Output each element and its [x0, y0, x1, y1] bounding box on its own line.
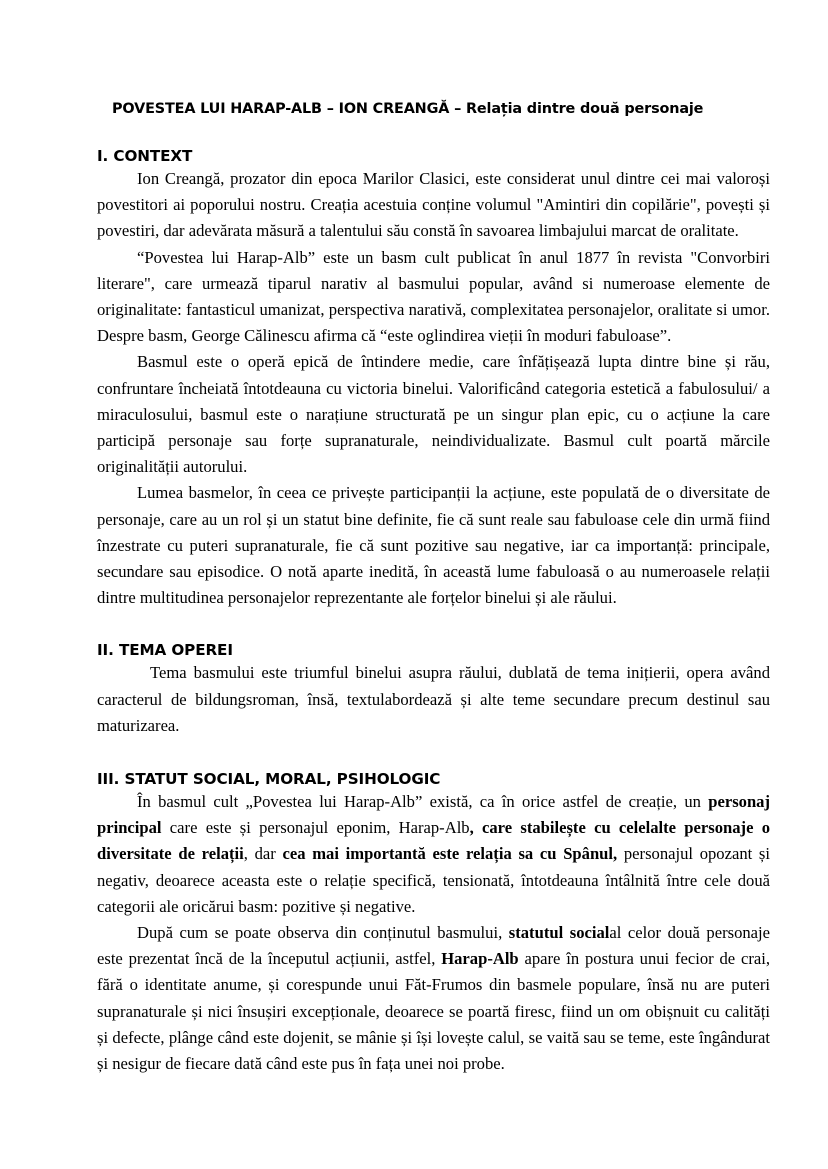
section-heading-tema: II. TEMA OPEREI	[97, 641, 233, 660]
paragraph-statut-1	[97, 789, 770, 920]
text-run-bold: cea mai importantă este relația sa cu Spânul,	[282, 844, 618, 864]
text-run: al celor două personaje este prezentat încă de la începutul acțiunii, astfel,	[97, 923, 771, 969]
text-run: apare în postura unui fecior de crai, fără o identitate anume, și corespunde unui Făt-Frumos din basmele populare, însă nu are puteri supranaturale și nici însușiri excepționale, deoarece se poartă firesc, fiind un om obișnuit cu calități și defecte, plânge când este dojenit, se mânie și își lovește calul, se vaită sau se teme, este îngândurat și nesigur de fiecare dată când este pus în fața unei noi probe.	[97, 949, 770, 1074]
text-run-bold: personaj principal	[97, 792, 770, 838]
paragraph-context-2: “Povestea lui Harap-Alb” este un basm cult publicat în anul 1877 în revista "Convorbiri literare", care urmează tiparul narativ al basmului popular, având si numeroase elemente de originalitate: fantasticul umanizat, perspectiva narativă, complexitatea personajelor, oralitate si umor. Despre basm, George Călinescu afirma că “este oglindirea vieții în moduri fabuloase”.	[97, 247, 770, 346]
text-run-bold: statutul social	[508, 923, 610, 943]
text-run: care este și personajul eponim, Harap-Alb	[161, 818, 470, 838]
paragraph-statut-2	[97, 920, 770, 1077]
paragraph-context-3: Basmul este o operă epică de întindere medie, care înfățișează lupta dintre bine și rău, confruntare încheiată întotdeauna cu victoria binelui. Valorificând categoria estetică a fabulosului/ a miraculosului, basmul este o narațiune structurată pe un singur plan epic, cu o acțiune la care participă personaje sau forțe supranaturale, neindividualizate. Basmul cult poartă mărcile originalității autorului.	[97, 352, 770, 477]
document-body	[97, 100, 770, 1077]
text-run: personajul opozant și negativ, deoarece aceasta este o relație specifică, tensionată, întotdeauna întâlnită între cele două categorii ale oricărui basm: pozitive și negative.	[97, 844, 770, 916]
text-run-bold: Harap-Alb	[441, 949, 519, 969]
text-run: , dar	[243, 844, 283, 864]
paragraph-context-1: Ion Creangă, prozator din epoca Marilor Clasici, este considerat unul dintre cei mai valoroși povestitori ai poporului nostru. Creația acestuia conține volumul "Amintiri din copilărie", povești și povestiri, dar adevărata măsură a talentului său constă în savoarea limbajului marcat de oralitate.	[97, 169, 770, 241]
text-run: După cum se poate observa din conținutul basmului,	[137, 923, 509, 943]
section-heading-context: I. CONTEXT	[97, 147, 193, 165]
paragraph-context-4: Lumea basmelor, în ceea ce privește participanții la acțiune, este populată de o diversitate de personaje, care au un rol și un statut bine definite, fie că sunt reale sau fabuloase cele din urmă fiind înzestrate cu puteri supranaturale, fie că sunt pozitive sau negative, iar ca importanță: principale, secundare sau episodice. O notă aparte inedită, în această lume fabuloasă o au numeroasele relații dintre multitudinea personajelor reprezentante ale forțelor binelui și ale răului.	[97, 483, 770, 608]
text-run-bold: , care stabilește cu celelalte personaje o diversitate de relații	[97, 818, 770, 864]
section-heading-statut: III. STATUT SOCIAL, MORAL, PSIHOLOGIC	[97, 770, 441, 789]
paragraph-tema-1: Tema basmului este triumful binelui asupra răului, dublată de tema inițierii, opera având caracterul de bildungsroman, însă, textulabordează și alte teme secundare precum destinul sau maturizarea.	[97, 663, 770, 735]
document-title: POVESTEA LUI HARAP-ALB – ION CREANGĂ – Relația dintre două personaje	[112, 101, 704, 117]
text-run: În basmul cult „Povestea lui Harap-Alb” există, ca în orice astfel de creație, un	[137, 792, 709, 812]
